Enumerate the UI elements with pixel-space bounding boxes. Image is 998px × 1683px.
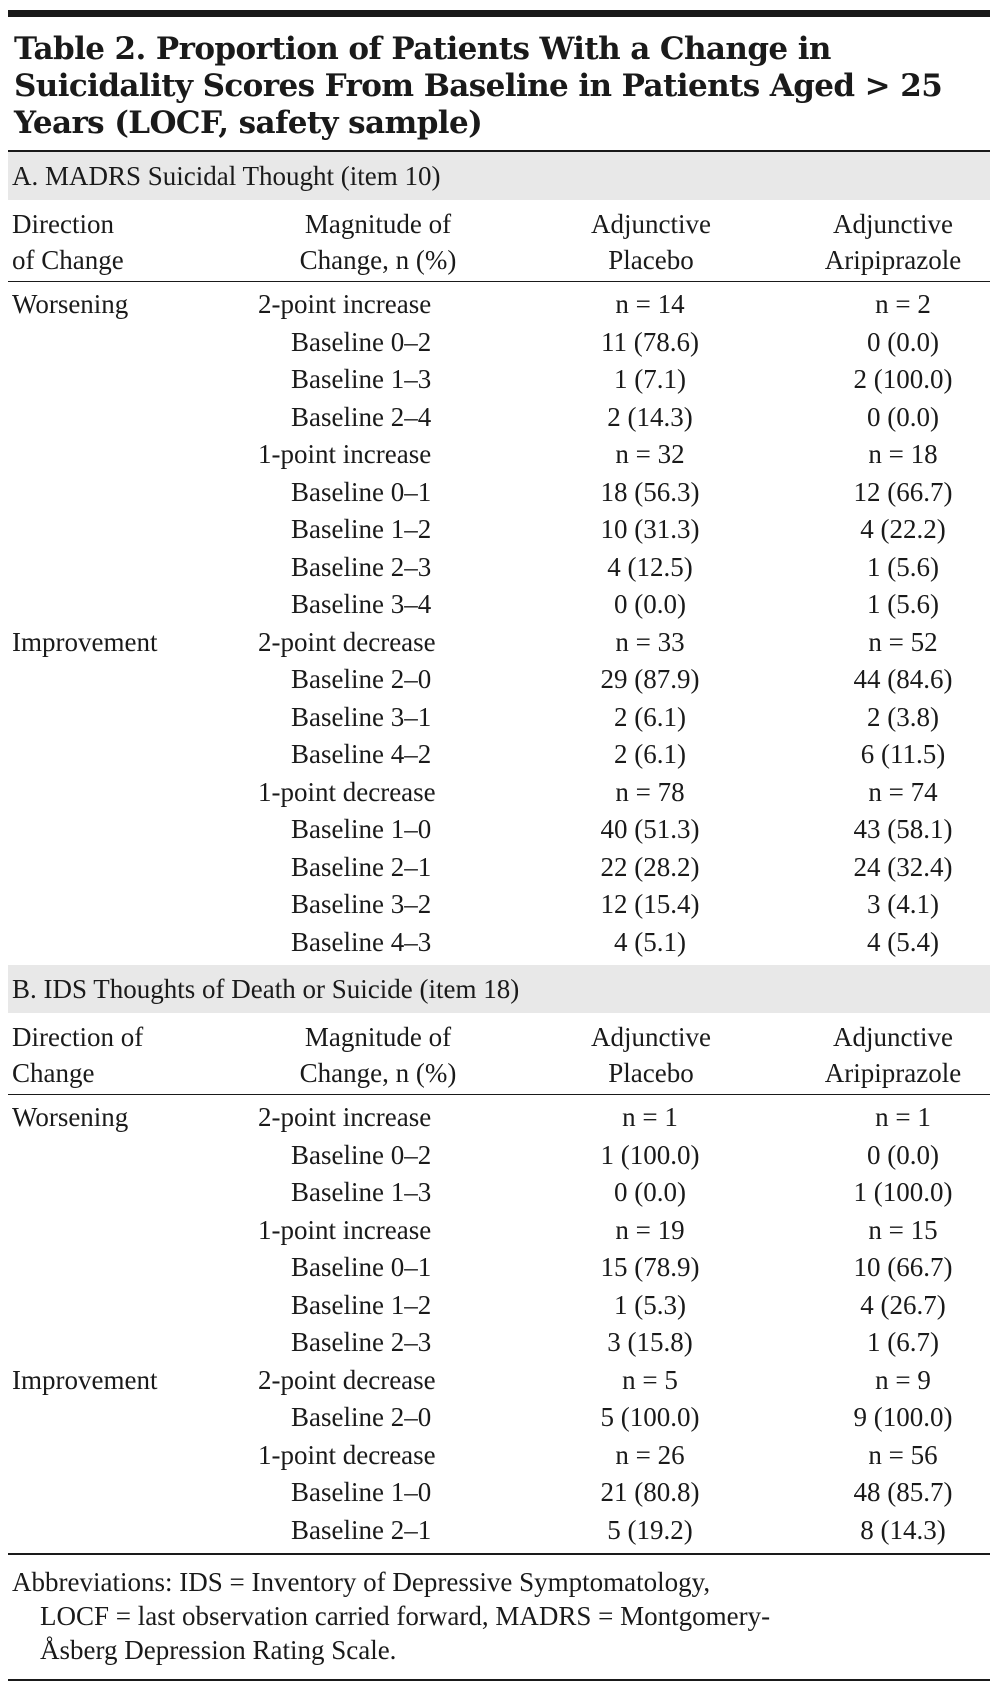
section-label: A. MADRS Suicidal Thought (item 10) — [8, 152, 990, 200]
aripiprazole-cell: n = 15 — [868, 1214, 938, 1245]
placebo-cell: n = 5 — [622, 1364, 678, 1395]
aripiprazole-cell: 1 (5.6) — [867, 589, 939, 619]
magnitude-cell: 1-point decrease — [258, 776, 436, 807]
table-row — [8, 586, 990, 624]
placebo-cell: n = 33 — [615, 626, 685, 657]
table-row — [8, 1137, 990, 1175]
table-row — [8, 924, 990, 962]
magnitude-cell: Baseline 2–0 — [291, 1402, 432, 1432]
aripiprazole-cell: 48 (85.7) — [853, 1477, 953, 1507]
magnitude-cell: Baseline 0–2 — [291, 326, 432, 357]
column-header: Adjunctive Aripiprazole — [824, 1022, 962, 1088]
magnitude-cell: Baseline 1–2 — [291, 1289, 432, 1320]
aripiprazole-cell: 0 (0.0) — [867, 1139, 939, 1170]
placebo-cell: 15 (78.9) — [600, 1252, 700, 1282]
placebo-cell: n = 26 — [615, 1439, 685, 1470]
table-sections — [8, 152, 990, 1553]
table-section — [8, 965, 990, 1553]
table-row — [8, 549, 990, 587]
direction-cell: Worsening — [12, 1102, 129, 1132]
placebo-cell: n = 78 — [615, 776, 685, 807]
aripiprazole-cell: n = 9 — [875, 1364, 931, 1395]
placebo-cell: 4 (12.5) — [607, 551, 693, 582]
placebo-cell: 1 (100.0) — [600, 1139, 700, 1170]
aripiprazole-cell: 6 (11.5) — [860, 739, 946, 769]
table-row — [8, 361, 990, 399]
placebo-cell: n = 32 — [615, 439, 685, 469]
placebo-cell: n = 14 — [615, 289, 685, 319]
table-row — [8, 774, 990, 812]
aripiprazole-cell: n = 74 — [868, 776, 938, 807]
aripiprazole-cell: n = 2 — [875, 289, 931, 319]
magnitude-cell: Baseline 1–0 — [291, 814, 432, 844]
table-row — [8, 286, 990, 324]
table-title: Table 2. Proportion of Patients With a Change in Suicidality Scores From Baseline in Patients Aged > 25 Years (LOCF, safety sample) — [14, 31, 943, 141]
magnitude-cell: Baseline 2–3 — [291, 551, 432, 582]
table-row — [8, 624, 990, 662]
magnitude-cell: Baseline 2–1 — [291, 1514, 432, 1545]
placebo-cell: 29 (87.9) — [600, 664, 700, 694]
aripiprazole-cell: n = 56 — [868, 1439, 938, 1470]
column-header: Adjunctive Placebo — [591, 1022, 711, 1088]
footnote-line: Abbreviations: IDS = Inventory of Depressive Symptomatology, — [12, 1567, 711, 1597]
magnitude-cell: Baseline 0–1 — [291, 1252, 432, 1282]
table-row — [8, 1212, 990, 1250]
placebo-cell: 18 (56.3) — [600, 476, 700, 507]
direction-cell: Improvement — [12, 1364, 158, 1395]
placebo-cell: 11 (78.6) — [601, 326, 699, 357]
section-label: B. IDS Thoughts of Death or Suicide (item 18) — [8, 965, 990, 1013]
column-header: Adjunctive Placebo — [591, 209, 711, 275]
magnitude-cell: 1-point increase — [258, 439, 432, 469]
magnitude-cell: 2-point increase — [258, 289, 432, 319]
aripiprazole-cell: 43 (58.1) — [853, 814, 953, 844]
aripiprazole-cell: 2 (3.8) — [867, 701, 939, 732]
placebo-cell: 5 (19.2) — [607, 1514, 693, 1545]
header-row — [8, 1013, 990, 1094]
table-row — [8, 399, 990, 437]
placebo-cell: 1 (5.3) — [614, 1289, 686, 1320]
magnitude-cell: Baseline 1–3 — [291, 1177, 432, 1207]
placebo-cell: 0 (0.0) — [614, 1177, 686, 1207]
magnitude-cell: 1-point decrease — [258, 1439, 436, 1470]
placebo-cell: 0 (0.0) — [614, 589, 686, 619]
table-row — [8, 811, 990, 849]
aripiprazole-cell: 1 (6.7) — [867, 1327, 939, 1357]
magnitude-cell: Baseline 4–3 — [291, 926, 432, 957]
direction-cell: Improvement — [12, 626, 158, 657]
table-row — [8, 1174, 990, 1212]
magnitude-cell: Baseline 1–3 — [291, 364, 432, 394]
footnote — [8, 1555, 990, 1679]
table-row — [8, 1474, 990, 1512]
table-row — [8, 1099, 990, 1137]
aripiprazole-cell: 44 (84.6) — [853, 664, 953, 694]
aripiprazole-cell: 10 (66.7) — [853, 1252, 953, 1282]
magnitude-cell: Baseline 0–2 — [291, 1139, 432, 1170]
top-rule — [8, 10, 990, 17]
placebo-cell: n = 1 — [622, 1102, 678, 1132]
table-row — [8, 661, 990, 699]
magnitude-cell: Baseline 1–0 — [291, 1477, 432, 1507]
aripiprazole-cell: 2 (100.0) — [853, 364, 953, 394]
table-container — [8, 10, 990, 1681]
table-row — [8, 324, 990, 362]
footnote-line: Åsberg Depression Rating Scale. — [40, 1635, 397, 1665]
aripiprazole-cell: n = 18 — [868, 439, 938, 469]
magnitude-cell: Baseline 3–4 — [291, 589, 432, 619]
table-body — [8, 282, 990, 965]
column-header: Direction of Change — [12, 1022, 144, 1088]
column-header: Magnitude of Change, n (%) — [299, 209, 457, 275]
direction-cell: Worsening — [12, 289, 129, 319]
aripiprazole-cell: 1 (100.0) — [853, 1177, 953, 1207]
aripiprazole-cell: n = 1 — [875, 1102, 931, 1132]
placebo-cell: 5 (100.0) — [600, 1402, 700, 1432]
header-row — [8, 200, 990, 281]
aripiprazole-cell: 4 (22.2) — [860, 514, 946, 544]
column-header: Direction of Change — [12, 209, 124, 275]
footnote-line: LOCF = last observation carried forward, MADRS = Montgomery- — [40, 1601, 771, 1631]
magnitude-cell: Baseline 2–1 — [291, 851, 432, 882]
placebo-cell: 2 (6.1) — [614, 739, 686, 769]
placebo-cell: 40 (51.3) — [600, 814, 700, 844]
column-header: Magnitude of Change, n (%) — [299, 1022, 457, 1088]
magnitude-cell: 2-point decrease — [258, 626, 436, 657]
table-row — [8, 1362, 990, 1400]
placebo-cell: n = 19 — [615, 1214, 685, 1245]
table-row — [8, 436, 990, 474]
placebo-cell: 4 (5.1) — [614, 926, 686, 957]
magnitude-cell: Baseline 2–3 — [291, 1327, 432, 1357]
aripiprazole-cell: 4 (26.7) — [860, 1289, 946, 1320]
magnitude-cell: Baseline 3–1 — [291, 701, 432, 732]
magnitude-cell: 1-point increase — [258, 1214, 432, 1245]
table-row — [8, 736, 990, 774]
table-row — [8, 474, 990, 512]
magnitude-cell: Baseline 4–2 — [291, 739, 432, 769]
placebo-cell: 22 (28.2) — [600, 851, 700, 882]
magnitude-cell: 2-point increase — [258, 1102, 432, 1132]
magnitude-cell: 2-point decrease — [258, 1364, 436, 1395]
column-header: Adjunctive Aripiprazole — [824, 209, 962, 275]
placebo-cell: 21 (80.8) — [600, 1477, 700, 1507]
magnitude-cell: Baseline 2–0 — [291, 664, 432, 694]
aripiprazole-cell: 3 (4.1) — [867, 889, 939, 919]
aripiprazole-cell: 24 (32.4) — [853, 851, 953, 882]
placebo-cell: 2 (14.3) — [607, 401, 693, 432]
magnitude-cell: Baseline 0–1 — [291, 476, 432, 507]
placebo-cell: 2 (6.1) — [614, 701, 686, 732]
aripiprazole-cell: 8 (14.3) — [860, 1514, 946, 1545]
magnitude-cell: Baseline 3–2 — [291, 889, 432, 919]
aripiprazole-cell: 12 (66.7) — [853, 476, 953, 507]
table-body — [8, 1095, 990, 1553]
table-row — [8, 849, 990, 887]
placebo-cell: 3 (15.8) — [607, 1327, 693, 1357]
table-section — [8, 152, 990, 965]
table-row — [8, 1399, 990, 1437]
table-row — [8, 1437, 990, 1475]
table-row — [8, 699, 990, 737]
bottom-rule — [8, 1679, 990, 1681]
magnitude-cell: Baseline 1–2 — [291, 514, 432, 544]
placebo-cell: 10 (31.3) — [600, 514, 700, 544]
table-row — [8, 511, 990, 549]
table-row — [8, 1249, 990, 1287]
aripiprazole-cell: 4 (5.4) — [867, 926, 939, 957]
aripiprazole-cell: 0 (0.0) — [867, 401, 939, 432]
magnitude-cell: Baseline 2–4 — [291, 401, 432, 432]
aripiprazole-cell: 1 (5.6) — [867, 551, 939, 582]
aripiprazole-cell: n = 52 — [868, 626, 938, 657]
table-row — [8, 886, 990, 924]
table-row — [8, 1287, 990, 1325]
table-row — [8, 1324, 990, 1362]
placebo-cell: 1 (7.1) — [614, 364, 686, 394]
table-row — [8, 1512, 990, 1550]
aripiprazole-cell: 0 (0.0) — [867, 326, 939, 357]
placebo-cell: 12 (15.4) — [600, 889, 700, 919]
aripiprazole-cell: 9 (100.0) — [853, 1402, 953, 1432]
